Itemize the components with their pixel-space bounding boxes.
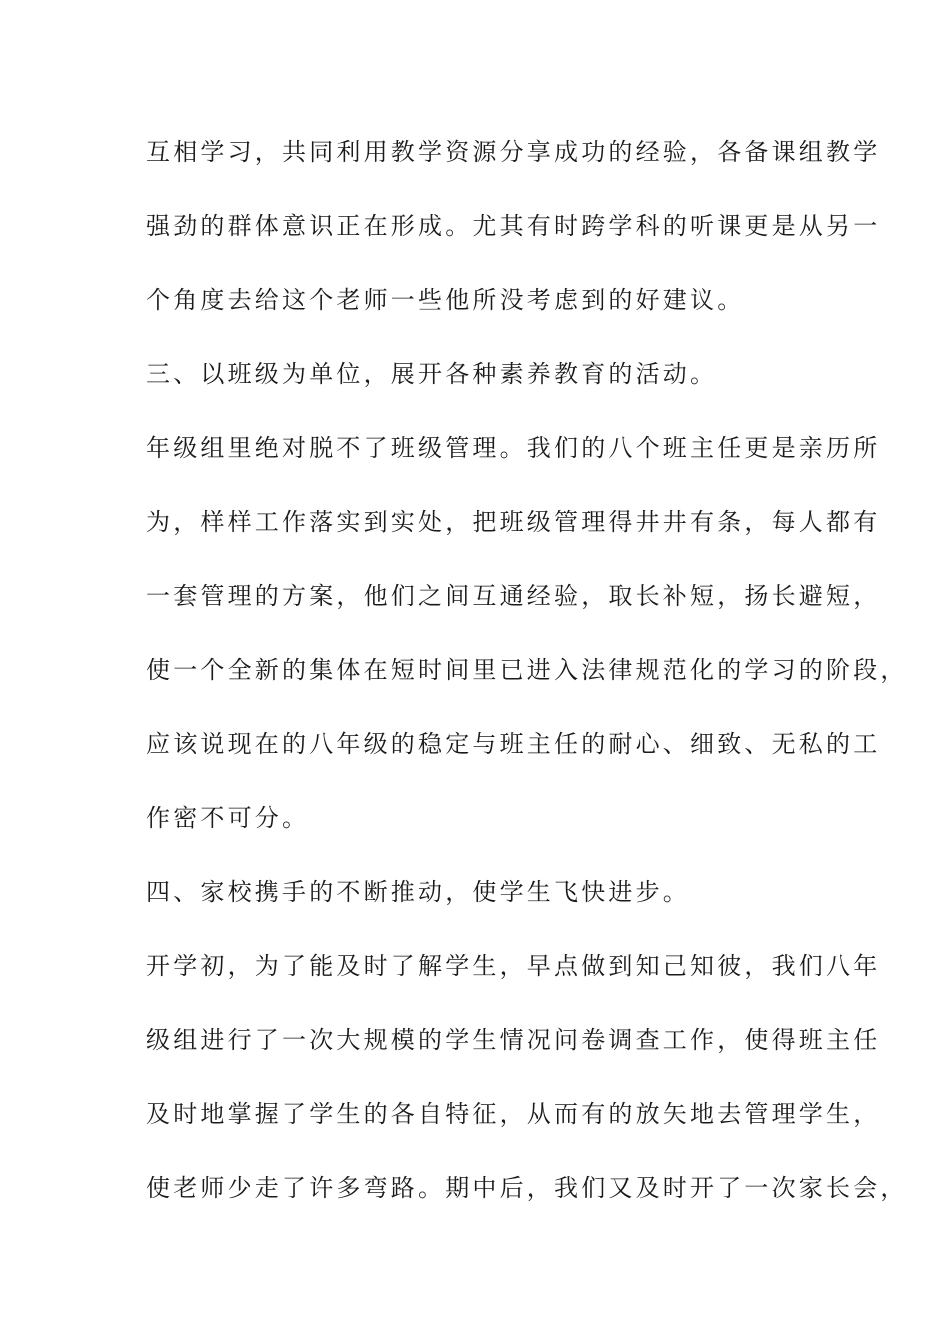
text-line: 作密不可分。	[146, 804, 310, 832]
text-line: 互相学习，共同利用教学资源分享成功的经验，各备课组教学	[146, 138, 881, 166]
section-heading: 三、以班级为单位，展开各种素养教育的活动。	[146, 360, 718, 388]
text-line: 应该说现在的八年级的稳定与班主任的耐心、细致、无私的工	[146, 730, 881, 758]
text-line: 年级组里绝对脱不了班级管理。我们的八个班主任更是亲历所	[146, 434, 881, 462]
text-line: 个角度去给这个老师一些他所没考虑到的好建议。	[146, 286, 745, 314]
text-line: 强劲的群体意识正在形成。尤其有时跨学科的听课更是从另一	[146, 212, 881, 240]
text-line: 为，样样工作落实到实处，把班级管理得井井有条，每人都有	[146, 508, 881, 536]
text-line: 及时地掌握了学生的各自特征，从而有的放矢地去管理学生，	[146, 1100, 881, 1128]
section-heading: 四、家校携手的不断推动，使学生飞快进步。	[146, 878, 690, 906]
text-line: 级组进行了一次大规模的学生情况问卷调查工作，使得班主任	[146, 1026, 881, 1054]
text-line: 使老师少走了许多弯路。期中后，我们又及时开了一次家长会，	[146, 1174, 908, 1202]
text-line: 一套管理的方案，他们之间互通经验，取长补短，扬长避短，	[146, 582, 881, 610]
text-line: 开学初，为了能及时了解学生，早点做到知己知彼，我们八年	[146, 952, 881, 980]
text-line: 使一个全新的集体在短时间里已进入法律规范化的学习的阶段，	[146, 656, 908, 684]
